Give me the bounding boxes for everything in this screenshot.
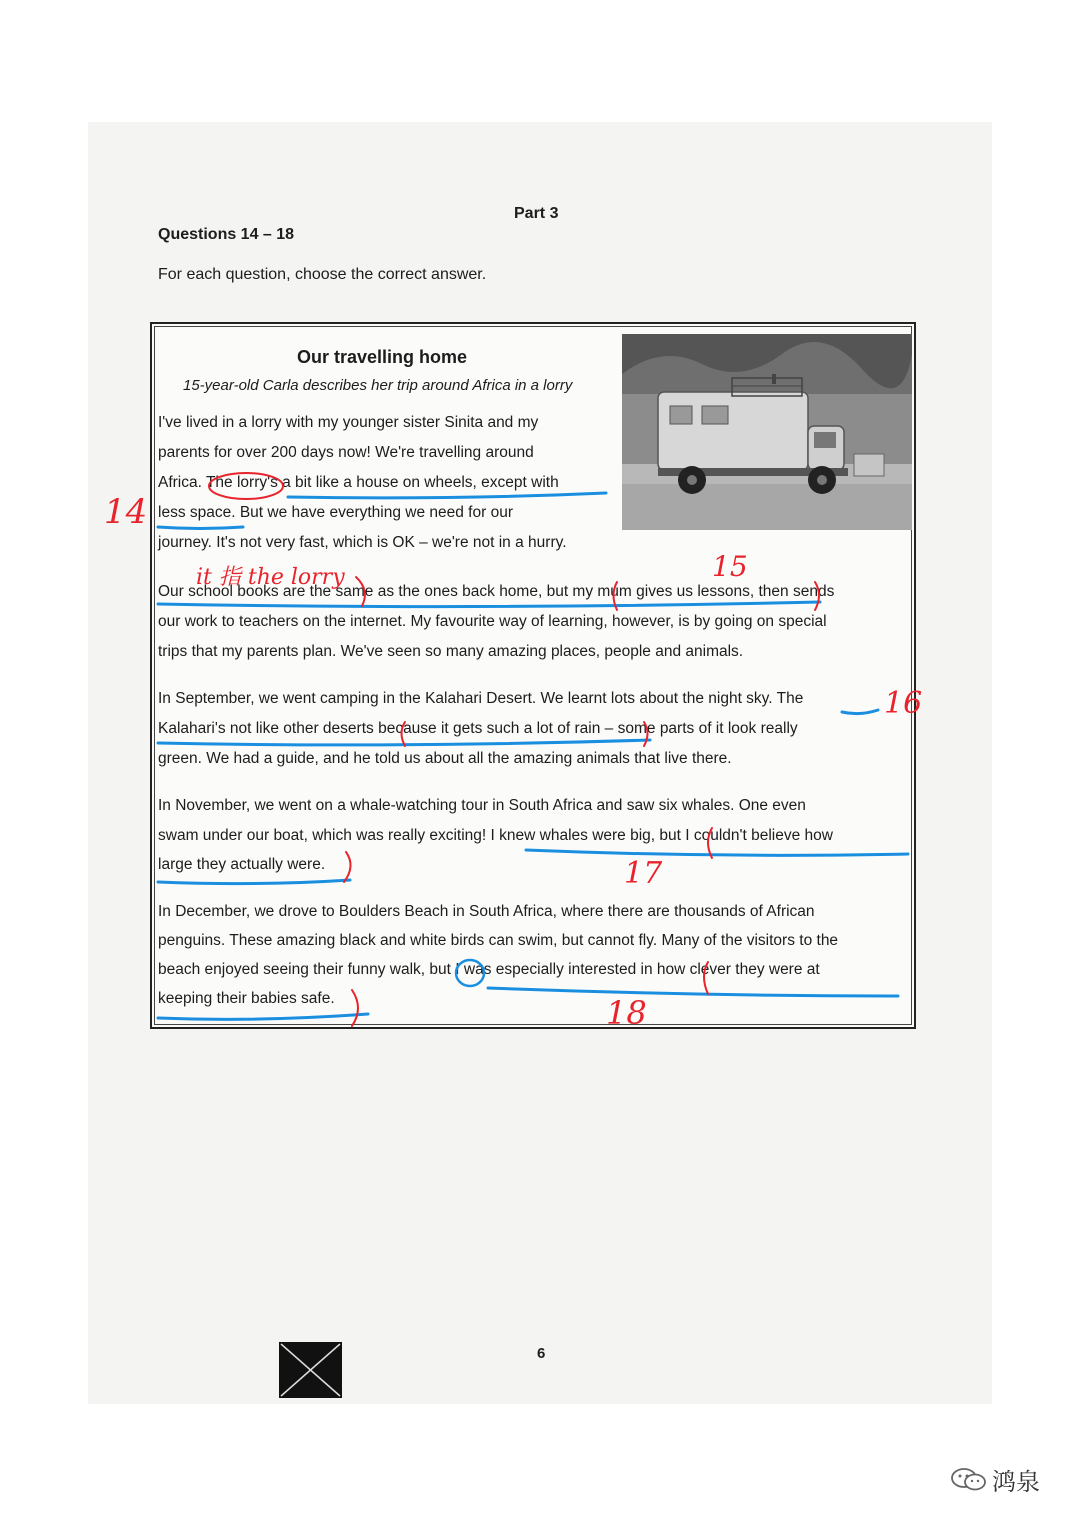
article-line: In September, we went camping in the Kalahari Desert. We learnt lots about the night sky. The — [158, 690, 804, 707]
article-line: beach enjoyed seeing their funny walk, but I was especially interested in how clever they were at — [158, 961, 820, 978]
lorry-photo — [622, 334, 912, 530]
annotation-note: it 指 the lorry — [196, 565, 345, 590]
watermark-text: 鸿泉 — [992, 1469, 1040, 1496]
cross-icon — [279, 1342, 342, 1398]
part-label: Part 3 — [514, 205, 559, 222]
annotation-q17: 17 — [624, 856, 663, 891]
annotation-q14: 14 — [104, 492, 148, 532]
article-line: I've lived in a lorry with my younger sister Sinita and my — [158, 414, 539, 431]
article-line: swam under our boat, which was really exciting! I knew whales were big, but I couldn't believe how — [158, 827, 833, 844]
article-line: green. We had a guide, and he told us about all the amazing animals that live there. — [158, 750, 732, 767]
questions-heading: Questions 14 – 18 — [158, 226, 295, 243]
article-subtitle: 15-year-old Carla describes her trip around Africa in a lorry — [183, 377, 573, 394]
article-line: journey. It's not very fast, which is OK – we're not in a hurry. — [158, 534, 567, 551]
article-title: Our travelling home — [297, 347, 468, 367]
page-number: 6 — [537, 1345, 546, 1362]
annotation-q16: 16 — [884, 686, 923, 721]
article-line: trips that my parents plan. We've seen so many amazing places, people and animals. — [158, 643, 744, 660]
annotation-q15: 15 — [712, 550, 748, 583]
wechat-icon — [950, 1466, 988, 1492]
crossed-box-mark — [279, 1342, 342, 1398]
article-line: In December, we drove to Boulders Beach in South Africa, where there are thousands of African — [158, 903, 815, 920]
article-line: large they actually were. — [158, 856, 326, 873]
annotation-q18: 18 — [606, 994, 647, 1032]
article-line: Kalahari's not like other deserts because it gets such a lot of rain – some parts of it look really — [158, 720, 798, 737]
instruction-text: For each question, choose the correct answer. — [158, 266, 487, 283]
article-line: Africa. The lorry's a bit like a house on wheels, except with — [158, 474, 559, 491]
article-line: Our school books are the same as the ones back home, but my mum gives us lessons, then sends — [158, 583, 835, 600]
article-line: less space. But we have everything we need for our — [158, 504, 513, 521]
article-line: keeping their babies safe. — [158, 990, 335, 1007]
article-line: In November, we went on a whale-watching tour in South Africa and saw six whales. One even — [158, 797, 806, 814]
article-line: penguins. These amazing black and white birds can swim, but cannot fly. Many of the visitors to the — [158, 932, 839, 949]
article-line: parents for over 200 days now! We're travelling around — [158, 444, 534, 461]
article-line: our work to teachers on the internet. My favourite way of learning, however, is by going on special — [158, 613, 827, 630]
lorry-illustration — [622, 334, 912, 530]
